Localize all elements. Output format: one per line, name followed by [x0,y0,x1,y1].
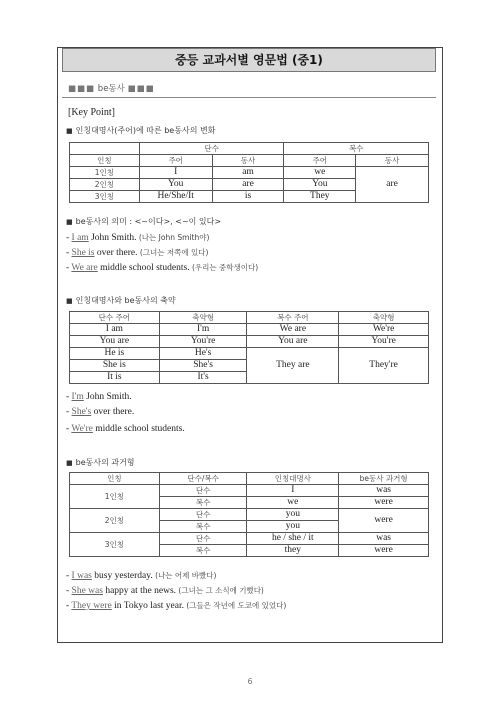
table-row [70,312,429,324]
underlined-phrase: She's [71,407,92,417]
table-row [70,485,429,497]
heading-pronoun-be [66,125,215,136]
bullet-icon: ■ [66,459,73,467]
table-row [70,348,429,360]
table-cell: 복수 [159,497,247,509]
heading-be-meaning [66,216,221,227]
table-cell: 1인칭 [70,167,140,179]
heading-text: be동사의 의미 : <~이다>, <~이 있다> [75,217,222,226]
example-sentence: - She's over there. [66,407,135,417]
underlined-phrase: I was [71,571,92,581]
merged-past-cell: were [339,509,429,533]
table-cell: He's [159,348,247,360]
table-cell: You're [339,336,429,348]
table-cell: 복수 [159,545,247,557]
example-sentence: - I'm John Smith. [66,392,132,402]
page-number: 6 [247,677,253,686]
table-row [70,167,429,179]
example-sentence: - We're middle school students. [66,424,185,434]
table-cell: It is [70,372,160,384]
table-cell: She's [159,360,247,372]
column-header: 단수 주어 [70,312,160,324]
header-plural: 복수 [284,143,429,155]
contraction-table [69,311,429,384]
table-cell: He is [70,348,160,360]
column-header: 주어 [139,155,212,167]
table-cell: 단수 [159,533,247,545]
table-cell: I [247,485,339,497]
table-cell: You [284,179,356,191]
person-cell: 2인칭 [70,509,160,533]
table-cell: were [339,497,429,509]
table-cell: am [212,167,284,179]
be-verb-table [69,142,429,203]
bullet-icon: ■ [66,297,73,305]
table-cell [70,143,140,155]
column-header: 축약형 [159,312,247,324]
section-label: be동사 [97,84,125,94]
bullet-icon: ■ [66,127,73,135]
header-singular: 단수 [139,143,284,155]
table-cell: You [139,179,212,191]
table-cell: they [247,545,339,557]
column-header: 동사 [212,155,284,167]
column-header: 축약형 [339,312,429,324]
table-cell: We're [339,324,429,336]
table-cell: 복수 [159,521,247,533]
korean-translation: (그들은 작년에 도쿄에 있었다) [186,601,287,610]
table-row [70,324,429,336]
table-cell: are [212,179,284,191]
table-cell: we [284,167,356,179]
table-cell: we [247,497,339,509]
heading-contractions [66,295,176,306]
person-cell: 1인칭 [70,485,160,509]
column-header: 동사 [356,155,429,167]
section-suffix: ■■■ [127,84,155,94]
table-row [70,143,429,155]
table-cell: He/She/It [139,191,212,203]
column-header: 인칭 [70,473,160,485]
korean-translation: (우리는 중학생이다) [191,263,259,272]
underlined-phrase: She is [71,248,95,258]
korean-translation: (그녀는 그 소식에 기뻤다) [178,586,264,595]
table-row [70,473,429,485]
merged-short-cell: They're [339,348,429,384]
heading-text: 인칭대명사(주어)에 따른 be동사의 변화 [75,126,216,135]
bullet-icon: ■ [66,218,73,226]
table-cell: you [247,509,339,521]
example-sentence: - She is over there. (그녀는 저쪽에 있다) [66,248,209,258]
plural-verb-cell: are [356,167,429,203]
section-tag [68,82,155,94]
korean-translation: (그녀는 저쪽에 있다) [139,248,209,257]
underlined-phrase: She was [71,586,103,596]
table-cell: 2인칭 [70,179,140,191]
heading-text: 인칭대명사와 be동사의 축약 [75,296,176,305]
table-cell: was [339,533,429,545]
underlined-phrase: They were [71,601,112,611]
table-cell: I am [70,324,160,336]
table-cell: 단수 [159,485,247,497]
page-title: 중등 교과서별 영문법 (중1) [62,48,436,72]
column-header: 주어 [284,155,356,167]
table-cell: he / she / it [247,533,339,545]
table-row [70,509,429,521]
key-point-label: [Key Point] [68,107,115,118]
table-cell: We are [247,324,339,336]
heading-text: be동사의 과거형 [75,458,135,467]
table-cell: You're [159,336,247,348]
underlined-phrase: I'm [71,392,84,402]
table-cell: I'm [159,324,247,336]
example-sentence: - They were in Tokyo last year. (그들은 작년에 도쿄에 있었다) [66,601,287,611]
korean-translation: (나는 John Smith야) [138,233,210,242]
korean-translation: (나는 어제 바빴다) [155,571,217,580]
merged-subject-cell: They are [247,348,339,384]
section-divider [62,97,436,98]
example-sentence: - I was busy yesterday. (나는 어제 바빴다) [66,571,217,581]
underlined-phrase: We are [71,263,98,273]
column-header: be동사 과거형 [339,473,429,485]
table-cell: You are [247,336,339,348]
underlined-phrase: We're [71,424,93,434]
person-cell: 3인칭 [70,533,160,557]
table-cell: you [247,521,339,533]
table-cell: You are [70,336,160,348]
table-row [70,336,429,348]
table-cell: were [339,545,429,557]
heading-past-tense [66,457,135,468]
example-sentence: - We are middle school students. (우리는 중학생이다) [66,263,259,273]
table-cell: It's [159,372,247,384]
table-cell: She is [70,360,160,372]
column-header: 인칭 [70,155,140,167]
section-prefix: ■■■ [68,84,96,94]
table-cell: 단수 [159,509,247,521]
example-sentence: - I am John Smith. (나는 John Smith야) [66,233,210,243]
table-cell: I [139,167,212,179]
table-cell: was [339,485,429,497]
past-tense-table [69,472,429,557]
table-cell: They [284,191,356,203]
underlined-phrase: I am [71,233,89,243]
table-cell: is [212,191,284,203]
table-row [70,155,429,167]
table-row [70,533,429,545]
column-header: 단수/복수 [159,473,247,485]
table-cell: 3인칭 [70,191,140,203]
column-header: 인칭대명사 [247,473,339,485]
example-sentence: - She was happy at the news. (그녀는 그 소식에 기뻤다) [66,586,264,596]
column-header: 복수 주어 [247,312,339,324]
